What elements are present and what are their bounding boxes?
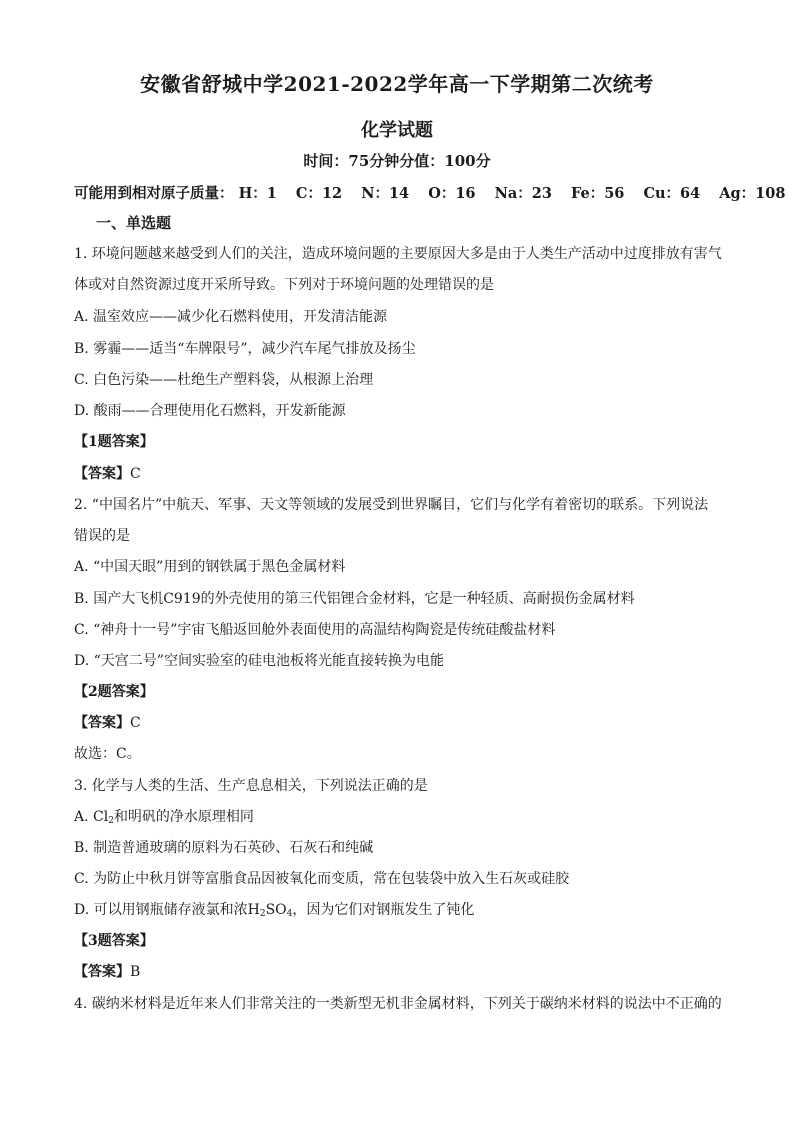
q2-option-c: C. “神舟十一号”宇宙飞船返回舱外表面使用的高温结构陶瓷是传统硅酸盐材料 bbox=[74, 622, 556, 638]
q3-option-d-sub1: 2 bbox=[259, 909, 266, 919]
q1-option-d: D. 酸雨——合理使用化石燃料，开发新能源 bbox=[74, 403, 346, 419]
q2-option-a: A. “中国天眼”用到的钢铁属于黑色金属材料 bbox=[74, 559, 346, 575]
q2-stem-line-2: 错误的是 bbox=[74, 528, 130, 544]
q3-option-d-post: ，因为它们对钢瓶发生了钝化 bbox=[292, 902, 475, 918]
q2-answer-heading: 【2题答案】 bbox=[74, 684, 154, 700]
q4-stem-line-1: 4. 碳纳米材料是近年来人们非常关注的一类新型无机非金属材料，下列关于碳纳米材料的说法中不正确的 bbox=[74, 996, 722, 1012]
q3-option-b: B. 制造普通玻璃的原料为石英砂、石灰石和纯碱 bbox=[74, 840, 374, 856]
mass-o: O：16 bbox=[428, 185, 476, 202]
subject-title: 化学试题 bbox=[361, 120, 433, 141]
q3-option-a-sub: 2 bbox=[108, 816, 114, 826]
q3-option-d-mid: SO bbox=[265, 902, 287, 918]
q3-answer-line bbox=[74, 961, 140, 981]
atomic-masses-line bbox=[74, 182, 785, 203]
q3-option-a-post: 和明矾的净水原理相同 bbox=[113, 809, 254, 825]
mass-c: C：12 bbox=[295, 185, 343, 202]
mass-h: H：1 bbox=[238, 185, 277, 202]
q3-stem-line-1: 3. 化学与人类的生活、生产息息相关，下列说法正确的是 bbox=[74, 778, 428, 794]
exam-title: 安徽省舒城中学2021-2022学年高一下学期第二次统考 bbox=[140, 72, 654, 96]
q1-answer-line bbox=[74, 463, 141, 483]
q1-stem-line-2: 体或对自然资源过度开采所导致。下列对于环境问题的处理错误的是 bbox=[74, 277, 494, 293]
q2-option-d: D. “天宫二号”空间实验室的硅电池板将光能直接转换为电能 bbox=[74, 653, 444, 669]
q3-option-d-sub2: 4 bbox=[286, 909, 293, 919]
q1-option-b: B. 雾霾——适当“车牌限号”，减少汽车尾气排放及扬尘 bbox=[74, 341, 416, 357]
q2-answer-value: C bbox=[130, 715, 141, 731]
mass-fe: Fe：56 bbox=[570, 185, 625, 202]
q1-answer-value: C bbox=[130, 466, 141, 482]
q3-option-c: C. 为防止中秋月饼等富脂食品因被氧化而变质，常在包装袋中放入生石灰或硅胶 bbox=[74, 871, 570, 887]
q1-option-c: C. 白色污染——杜绝生产塑料袋，从根源上治理 bbox=[74, 372, 374, 388]
q2-stem-line-1: 2. “中国名片”中航天、军事、天文等领域的发展受到世界瞩目，它们与化学有着密切的联系。下列说法 bbox=[74, 497, 709, 513]
q3-answer-value: B bbox=[130, 964, 141, 980]
q3-option-d-pre: D. 可以用钢瓶储存液氯和浓H bbox=[74, 902, 260, 918]
mass-ag: Ag：108 bbox=[719, 185, 786, 202]
q2-answer-label: 【答案】 bbox=[74, 715, 130, 731]
q3-option-a bbox=[74, 806, 254, 826]
q1-stem-line-1: 1. 环境问题越来越受到人们的关注，造成环境问题的主要原因大多是由于人类生产活动中过度排放有害气 bbox=[74, 246, 722, 262]
q1-answer-heading: 【1题答案】 bbox=[74, 434, 154, 450]
mass-na: Na：23 bbox=[494, 185, 552, 202]
q3-answer-label: 【答案】 bbox=[74, 964, 130, 980]
q2-answer-note: 故选：C。 bbox=[74, 746, 141, 762]
q3-option-d bbox=[74, 899, 474, 919]
atomic-masses-label: 可能用到相对原子质量： bbox=[74, 185, 234, 202]
q3-option-a-pre: A. Cl bbox=[74, 809, 109, 825]
mass-cu: Cu：64 bbox=[643, 185, 701, 202]
q1-answer-label: 【答案】 bbox=[74, 466, 130, 482]
time-score-line: 时间：75分钟分值：100分 bbox=[303, 152, 491, 170]
q3-answer-heading: 【3题答案】 bbox=[74, 933, 154, 949]
mass-n: N：14 bbox=[361, 185, 410, 202]
q2-option-b: B. 国产大飞机C919的外壳使用的第三代铝锂合金材料，它是一种轻质、高耐损伤金属材料 bbox=[74, 591, 635, 607]
q1-option-a: A. 温室效应——减少化石燃料使用，开发清洁能源 bbox=[74, 309, 388, 325]
q2-answer-line bbox=[74, 712, 141, 732]
section-heading: 一、单选题 bbox=[96, 214, 172, 232]
